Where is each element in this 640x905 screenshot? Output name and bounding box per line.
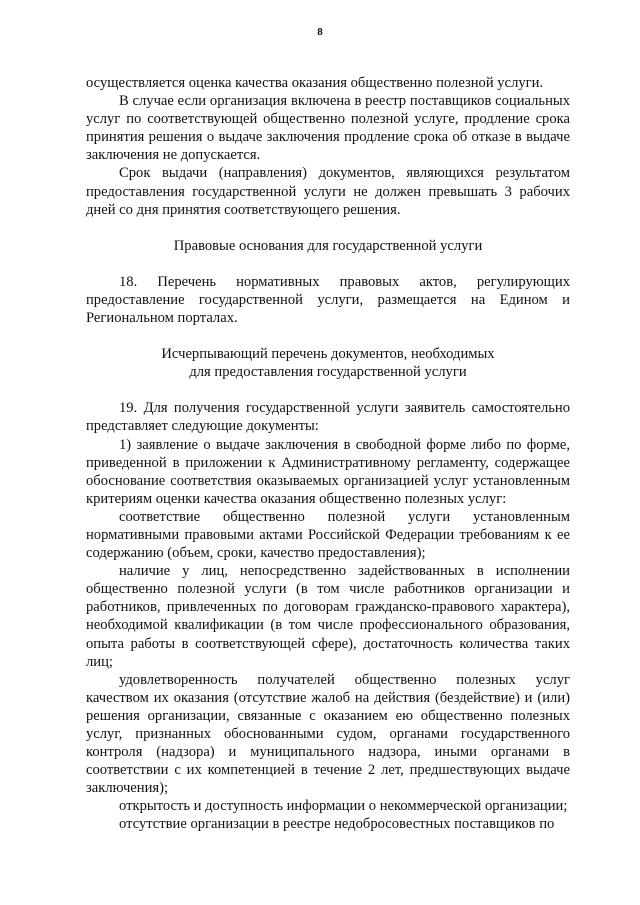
section-heading-documents-line2: для предоставления государственной услуги	[189, 364, 467, 381]
section-heading-documents-line1: Исчерпывающий перечень документов, необходимых	[161, 346, 495, 363]
document-body	[86, 74, 570, 834]
paragraph-application: 1) заявление о выдаче заключения в свободной форме либо по форме, приведенной в приложении к Административному регламенту, содержащее обоснование соответствия оказываемых организацией услуг установленным критериям оценки качества оказания общественно полезных услуг:	[86, 436, 570, 507]
section-heading-legal-basis: Правовые основания для государственной услуги	[173, 237, 483, 254]
paragraph-registry-case: В случае если организация включена в реестр поставщиков социальных услуг по соответствующей общественно полезной услуге, продление срока принятия решения о выдаче заключения продление срока об отказе в выдаче заключения не допускается.	[86, 93, 570, 164]
paragraph-criterion-registry: отсутствие организации в реестре недобросовестных поставщиков по	[119, 816, 555, 833]
paragraph-criterion-qualification: наличие у лиц, непосредственно задействованных в исполнении общественно полезной услуги (в том числе работников организации и работников, привлеченных по договорам гражданско-правового характера), необходимой квалификации (в том числе профессионального образования, опыта работы в соответствующей сфере), достаточность количества таких лиц;	[86, 563, 570, 670]
paragraph-item-18: 18. Перечень нормативных правовых актов, регулирующих предоставление государственной услуги, размещается на Едином и Региональном порталах.	[86, 273, 570, 327]
paragraph-criterion-satisfaction: удовлетворенность получателей общественно полезных услуг качеством их оказания (отсутствие жалоб на действия (бездействие) и (или) решения организации, связанные с оказанием ею общественно полезных услуг, признанных обоснованными судом, органами государственного контроля (надзора) и муниципального надзора, иными органами в соответствии с их компетенцией в течение 2 лет, предшествующих выдаче заключения);	[86, 671, 570, 797]
page-number: 8	[317, 26, 323, 38]
paragraph-continuation: осуществляется оценка качества оказания общественно полезной услуги.	[86, 75, 544, 91]
paragraph-criterion-openness: открытость и доступность информации о некоммерческой организации;	[119, 798, 568, 815]
paragraph-item-19: 19. Для получения государственной услуги заявитель самостоятельно представляет следующие документы:	[86, 400, 570, 435]
paragraph-delivery-term: Срок выдачи (направления) документов, являющихся результатом предоставления государственной услуги не должен превышать 3 рабочих дней со дня принятия соответствующего решения.	[86, 165, 570, 218]
paragraph-criterion-compliance: соответствие общественно полезной услуги установленным нормативными правовыми актами Российской Федерации требованиям к ее содержанию (объем, сроки, качество предоставления);	[86, 508, 570, 562]
